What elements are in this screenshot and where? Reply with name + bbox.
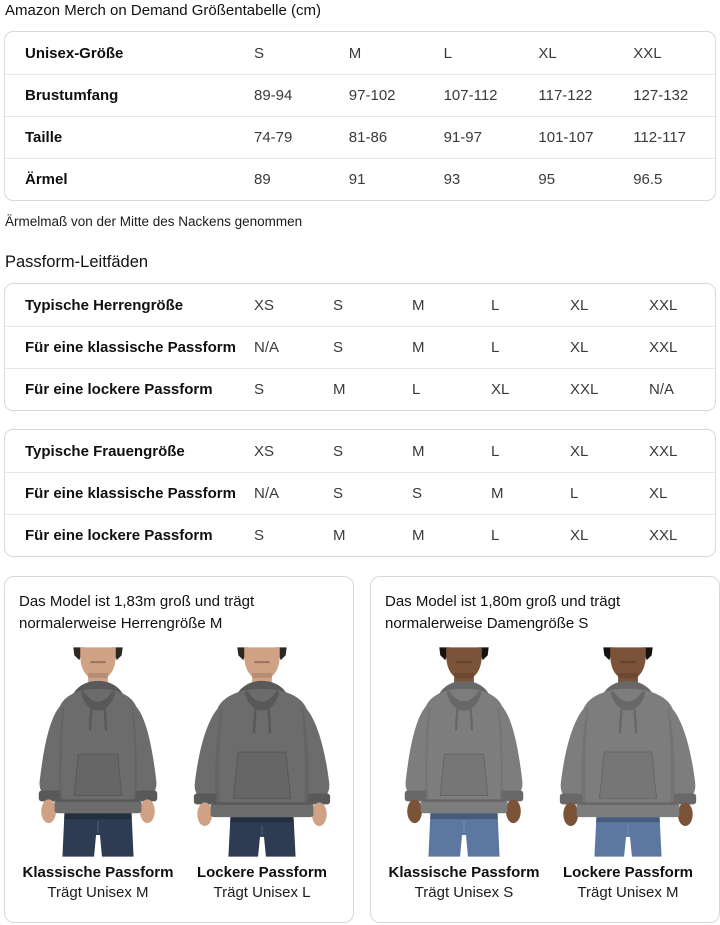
size-cell: S <box>333 485 344 502</box>
size-cell: 74-79 <box>254 129 293 146</box>
fit-size: Trägt Unisex L <box>213 884 311 901</box>
size-cell: XL <box>570 296 589 314</box>
table-row <box>5 284 715 326</box>
size-cell: XXL <box>649 442 678 460</box>
size-cell: L <box>443 44 452 62</box>
size-cell: 107-112 <box>443 87 498 104</box>
size-cell: S <box>254 381 265 398</box>
size-cell: L <box>570 485 579 502</box>
size-cell: 112-117 <box>633 129 687 146</box>
size-cell: M <box>412 442 425 460</box>
size-cell: 89-94 <box>254 87 293 104</box>
unisex-size-table <box>4 31 716 201</box>
model-card-men <box>4 576 354 923</box>
size-cell: N/A <box>649 381 675 398</box>
figure-loose-fit <box>549 646 707 903</box>
size-cell: 95 <box>538 171 556 188</box>
men-fit-table <box>4 283 716 411</box>
size-cell: S <box>333 339 344 356</box>
table-row <box>5 74 715 116</box>
size-cell: 127-132 <box>633 87 689 104</box>
size-cell: 89 <box>254 171 271 188</box>
fit-size: Trägt Unisex S <box>414 884 514 901</box>
fit-name: Klassische Passform <box>388 864 540 881</box>
model-figures <box>19 646 341 903</box>
size-cell: XL <box>570 339 589 356</box>
size-cell: XL <box>649 485 668 502</box>
table-row <box>5 430 715 472</box>
size-cell: S <box>333 296 344 314</box>
model-card-title: Das Model ist 1,83m groß und trägt normalerweise Herrengröße M <box>19 593 255 632</box>
fit-size: Trägt Unisex M <box>47 884 149 901</box>
figure-loose-fit <box>183 646 341 903</box>
size-cell: M <box>412 296 425 314</box>
size-cell: XS <box>254 442 275 460</box>
size-cell: L <box>412 381 421 398</box>
model-photo-classic-fit <box>385 646 543 858</box>
size-cell: 97-102 <box>348 87 396 104</box>
figure-classic-fit <box>19 646 177 903</box>
table-row <box>5 326 715 368</box>
size-cell: N/A <box>254 485 280 502</box>
row-label: Unisex-Größe <box>25 44 124 62</box>
size-cell: XXL <box>649 339 678 356</box>
model-photo-classic-fit <box>19 646 177 858</box>
table-row <box>5 514 715 556</box>
row-label: Für eine klassische Passform <box>25 339 236 356</box>
row-label: Für eine lockere Passform <box>25 381 213 398</box>
size-cell: 117-122 <box>538 87 593 104</box>
size-cell: S <box>412 485 423 502</box>
size-cell: XXL <box>649 527 678 544</box>
size-cell: M <box>412 339 425 356</box>
size-cell: L <box>491 296 500 314</box>
size-cell: M <box>333 381 346 398</box>
size-cell: XL <box>491 381 510 398</box>
size-cell: S <box>333 442 344 460</box>
table-row <box>5 32 715 74</box>
size-cell: XXL <box>570 381 599 398</box>
model-photo-loose-fit <box>549 646 707 858</box>
size-cell: M <box>333 527 346 544</box>
row-label: Typische Frauengröße <box>25 442 185 460</box>
row-label: Taille <box>25 129 63 146</box>
fit-name: Lockere Passform <box>562 864 694 881</box>
size-cell: L <box>491 339 500 356</box>
table-row <box>5 472 715 514</box>
size-cell: L <box>491 442 500 460</box>
sleeve-measure-note: Ärmelmaß von der Mitte des Nackens genommen <box>5 214 303 229</box>
fit-size: Trägt Unisex M <box>577 884 679 901</box>
size-cell: 93 <box>443 171 461 188</box>
size-cell: XL <box>570 442 589 460</box>
model-photo-loose-fit <box>183 646 341 858</box>
model-cards <box>4 576 716 923</box>
row-label: Für eine lockere Passform <box>25 527 213 544</box>
model-figures <box>385 646 707 903</box>
row-label: Typische Herrengröße <box>25 296 184 314</box>
size-cell: XXL <box>649 296 678 314</box>
figure-classic-fit <box>385 646 543 903</box>
size-cell: XL <box>570 527 589 544</box>
table-row <box>5 368 715 410</box>
size-cell: 91 <box>348 171 366 188</box>
row-label: Für eine klassische Passform <box>25 485 236 502</box>
size-cell: XXL <box>633 44 662 62</box>
size-cell: M <box>348 44 362 62</box>
women-fit-table <box>4 429 716 557</box>
fit-guides-heading: Passform-Leitfäden <box>5 253 149 271</box>
size-cell: N/A <box>254 339 280 356</box>
size-cell: S <box>254 527 265 544</box>
size-cell: XL <box>538 44 557 62</box>
fit-name: Lockere Passform <box>196 864 328 881</box>
size-cell: L <box>491 527 500 544</box>
size-cell: 96.5 <box>633 171 663 188</box>
size-cell: 81-86 <box>348 129 388 146</box>
size-cell: M <box>491 485 504 502</box>
row-label: Ärmel <box>25 171 68 188</box>
model-card-title: Das Model ist 1,80m groß und trägt normalerweise Damengröße S <box>385 593 621 632</box>
size-cell: 91-97 <box>443 129 482 146</box>
size-cell: M <box>412 527 425 544</box>
page-title: Amazon Merch on Demand Größentabelle (cm) <box>5 2 321 19</box>
table-row <box>5 116 715 158</box>
row-label: Brustumfang <box>25 87 119 104</box>
size-cell: XS <box>254 296 275 314</box>
size-cell: S <box>254 44 265 62</box>
table-row <box>5 158 715 200</box>
model-card-women <box>370 576 720 923</box>
size-cell: 101-107 <box>538 129 594 146</box>
fit-name: Klassische Passform <box>22 864 174 881</box>
